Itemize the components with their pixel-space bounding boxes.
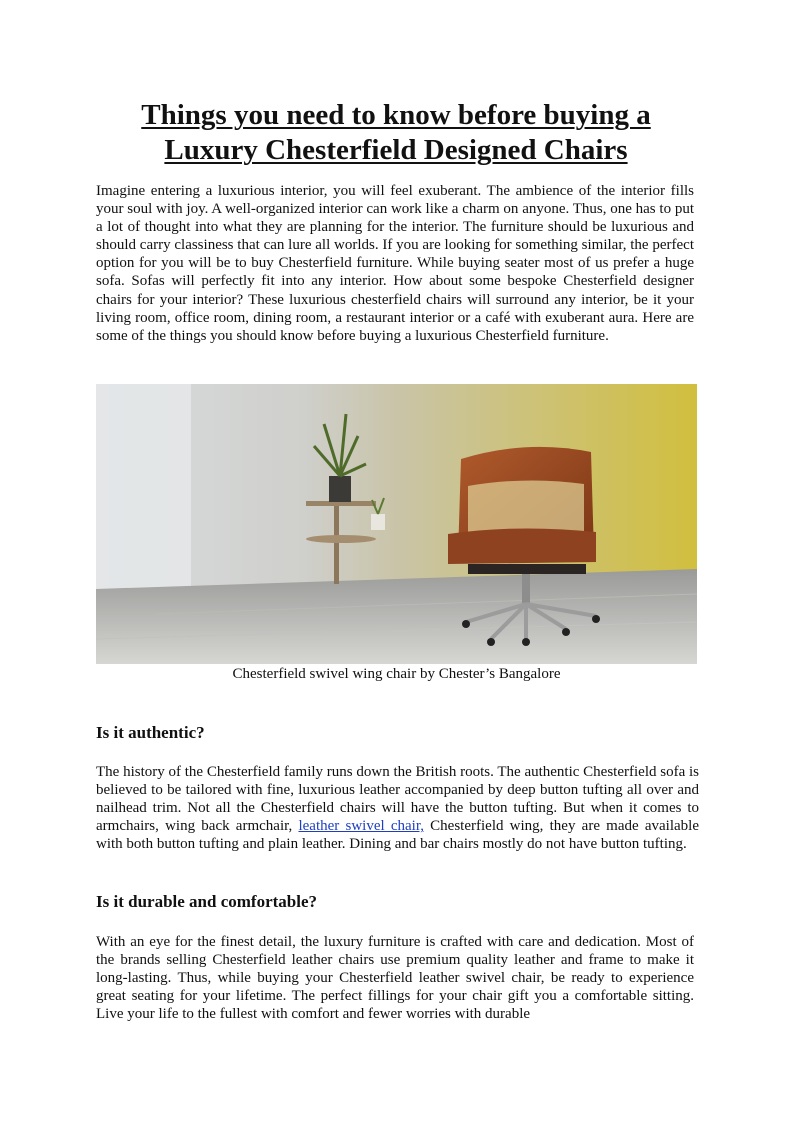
intro-paragraph: Imagine entering a luxurious interior, you will feel exuberant. The ambience of the interior fills your soul with joy. A well-organized interior can work like a charm on anyone. Thus, one has to put a lot of thought into what they are planning for the interior. The furniture should be luxurious and should carry classiness that can lure all worlds. If you are looking for something similar, the perfect option for you will be to buy Chesterfield furniture. While buying seater most of us prefer a huge sofa. Sofas will perfectly fit into any interior. How about some bespoke Chesterfield designer chairs for your interior? These luxurious chesterfield chairs will surround any interior, be it your living room, office room, dining room, a restaurant interior or a café with exuberant aura. Here are some of the things you should know before buying a luxurious Chesterfield furniture.	[96, 183, 694, 344]
document-title	[96, 98, 696, 168]
paragraph-text-after-link: Chesterfield wing, they are made available with both button tufting and plain leather. Dining and bar chairs mostly do not have button tufting.	[96, 818, 699, 853]
leather-swivel-chair-link[interactable]: leather swivel chair,	[298, 818, 424, 835]
title-line-1: Things you need to know before buying a	[141, 99, 651, 131]
chair-photo	[96, 384, 697, 664]
section-paragraph-durable: With an eye for the finest detail, the luxury furniture is crafted with care and dedication. Most of the brands selling Chesterfield leather chairs use premium quality leather and frame to make it long-lasting. Thus, while buying your Chesterfield leather swivel chair, be ready to experience great seating for your lifetime. The perfect fillings for your chair gift you a comfortable sitting. Live your life to the fullest with comfort and fewer worries with durable	[96, 934, 694, 1023]
section-heading-authentic: Is it authentic?	[96, 723, 205, 742]
paragraph-text-before-link: The history of the Chesterfield family runs down the British roots. The authentic Chesterfield sofa is believed to be tailored with fine, luxurious leather accompanied by deep button tufting all over and nailhead trim. Not all the Chesterfield chairs will have the button tufting. But when it comes to armchairs, wing back armchair,	[96, 764, 699, 835]
section-heading-durable: Is it durable and comfortable?	[96, 892, 317, 911]
section-paragraph-authentic	[96, 763, 699, 853]
title-line-2: Luxury Chesterfield Designed Chairs	[164, 134, 628, 166]
image-caption: Chesterfield swivel wing chair by Chester’s Bangalore	[232, 666, 561, 682]
